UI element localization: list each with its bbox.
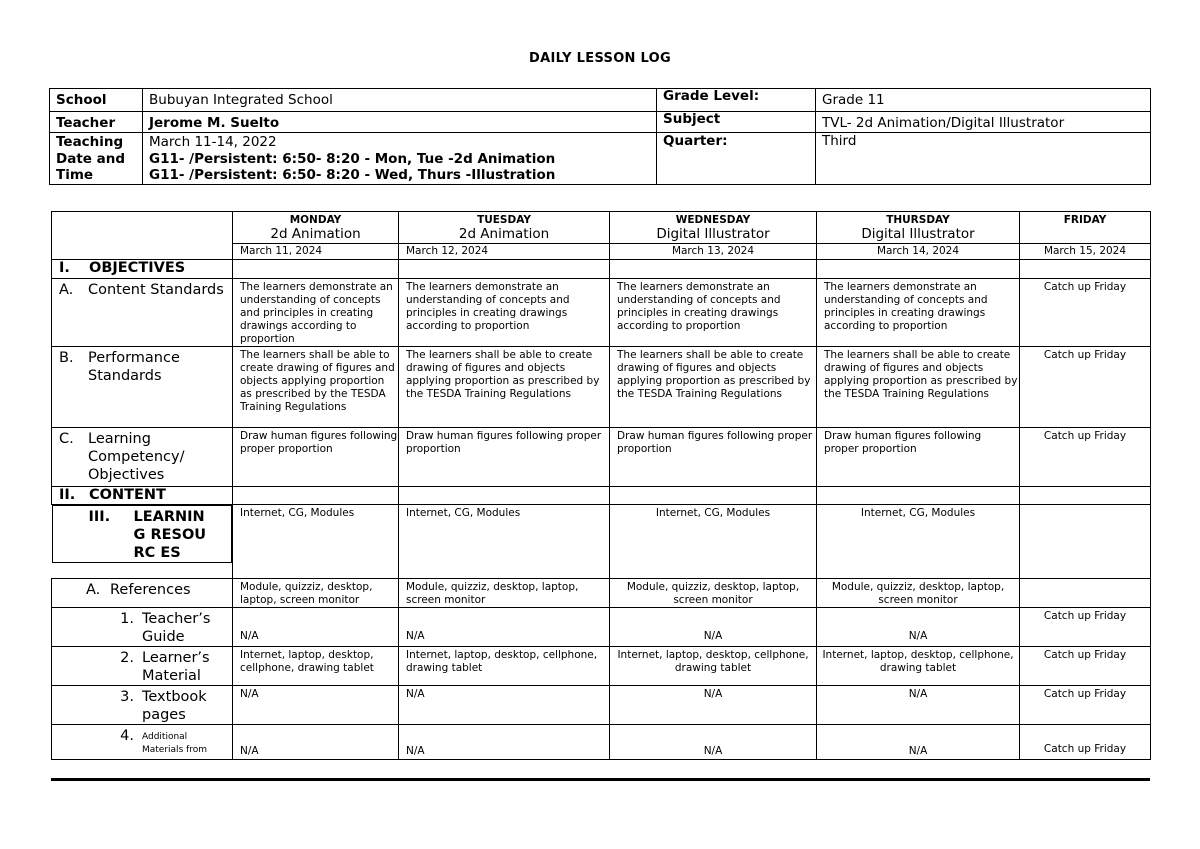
day-header-wednesday [610, 212, 817, 260]
learners-material-row [52, 647, 1151, 686]
item-number: A. [86, 582, 101, 598]
page-title: DAILY LESSON LOG [529, 51, 671, 66]
day-date: March 15, 2024 [1020, 243, 1150, 258]
school-label: School [50, 89, 143, 112]
teaching-dates: March 11-14, 2022 [149, 134, 277, 150]
teaching-label-line-3: Time [56, 167, 94, 183]
learning-resources-heading [52, 505, 233, 563]
day-subject: 2d Animation [270, 226, 361, 242]
empty-cell [817, 487, 1020, 505]
friday-cell: Catch up Friday [1020, 725, 1151, 760]
friday-cell: Catch up Friday [1020, 686, 1151, 725]
tuesday-cell: Module, quizziz, desktop, laptop, screen monitor [399, 579, 610, 608]
item-number: A. [59, 282, 74, 298]
monday-cell: The learners shall be able to create drawing of figures and objects applying proportion as prescribed by the TESDA Training Regulations [233, 347, 399, 428]
lesson-log-table [51, 211, 1151, 760]
item-number: C. [59, 431, 74, 447]
empty-cell [610, 260, 817, 279]
tuesday-cell: Internet, laptop, desktop, cellphone, drawing tablet [399, 647, 610, 686]
item-label: Learner’s Material [142, 650, 210, 684]
wednesday-cell: Module, quizziz, desktop, laptop, screen monitor [610, 579, 817, 608]
item-label: Performance Standards [88, 350, 180, 384]
item-number: 3. [120, 689, 134, 705]
learners-material-label [52, 647, 233, 686]
item-label: References [110, 582, 191, 598]
thursday-cell: Draw human figures following proper proportion [817, 428, 1020, 487]
teachers-guide-label [52, 608, 233, 647]
item-label: Content Standards [88, 282, 224, 298]
day-date: March 12, 2024 [399, 243, 609, 258]
friday-cell: Catch up Friday [1020, 647, 1151, 686]
content-section-row [52, 487, 1151, 505]
day-header-thursday [817, 212, 1020, 260]
content-heading [52, 487, 233, 505]
friday-cell: Catch up Friday [1020, 347, 1151, 428]
empty-cell [399, 260, 610, 279]
quarter-value: Third [816, 133, 1151, 185]
header-info-table [49, 88, 1151, 185]
section-label: LEARNIN G RESOURC ES [133, 509, 207, 561]
section-number: III. [88, 509, 111, 525]
references-label [52, 579, 233, 608]
textbook-pages-label [52, 686, 233, 725]
page-bottom-rule [51, 778, 1150, 781]
item-number: 2. [120, 650, 134, 666]
day-subject [1020, 227, 1150, 242]
day-name: THURSDAY [886, 214, 950, 226]
performance-standards-label [52, 347, 233, 428]
objectives-section-row [52, 260, 1151, 279]
tuesday-cell: N/A [399, 725, 610, 760]
grade-level-label: Grade Level: [657, 89, 816, 112]
monday-cell: Draw human figures following proper proportion [233, 428, 399, 487]
wednesday-cell: Draw human figures following proper proportion [610, 428, 817, 487]
day-subject: Digital Illustrator [861, 226, 975, 242]
friday-cell: Catch up Friday [1020, 428, 1151, 487]
section-number: II. [59, 487, 76, 503]
references-row [52, 579, 1151, 608]
objectives-heading [52, 260, 233, 279]
day-date: March 14, 2024 [817, 243, 1019, 258]
thursday-cell: Internet, laptop, desktop, cellphone, drawing tablet [817, 647, 1020, 686]
teaching-label-line-2: Date and [56, 150, 126, 167]
wednesday-cell: Internet, laptop, desktop, cellphone, drawing tablet [610, 647, 817, 686]
day-name: TUESDAY [477, 214, 531, 226]
monday-cell: Module, quizziz, desktop, laptop, screen monitor [233, 579, 399, 608]
teaching-date-time-label [50, 133, 143, 185]
wednesday-cell: The learners demonstrate an understanding of concepts and principles in creating drawings according to proportion [610, 279, 817, 347]
tuesday-cell: Draw human figures following proper proportion [399, 428, 610, 487]
item-label: Additional Materials from [142, 732, 208, 755]
teacher-value: Jerome M. Suelto [143, 112, 657, 133]
teacher-label: Teacher [50, 112, 143, 133]
wednesday-cell: Internet, CG, Modules [610, 505, 817, 579]
empty-cell [233, 260, 399, 279]
subject-value: TVL- 2d Animation/Digital Illustrator [816, 112, 1151, 133]
grade-level-value: Grade 11 [816, 89, 1151, 112]
day-name: FRIDAY [1063, 214, 1107, 226]
tuesday-cell: The learners shall be able to create drawing of figures and objects applying proportion as prescribed by the TESDA Training Regulations [399, 347, 610, 428]
section-number: I. [59, 260, 70, 276]
thursday-cell: Internet, CG, Modules [817, 505, 1020, 579]
thursday-cell: Module, quizziz, desktop, laptop, screen monitor [817, 579, 1020, 608]
friday-cell [1020, 579, 1151, 608]
content-standards-label [52, 279, 233, 347]
school-value: Bubuyan Integrated School [143, 89, 657, 112]
friday-cell: Catch up Friday [1020, 279, 1151, 347]
monday-cell: Internet, laptop, desktop, cellphone, drawing tablet [233, 647, 399, 686]
day-header-tuesday [399, 212, 610, 260]
schedule-line-2: G11- /Persistent: 6:50- 8:20 - Wed, Thurs -Illustration [149, 167, 556, 183]
corner-cell [52, 212, 233, 260]
day-date: March 13, 2024 [610, 243, 816, 258]
thursday-cell: N/A [817, 608, 1020, 647]
content-standards-row [52, 279, 1151, 347]
friday-cell: Catch up Friday [1020, 608, 1151, 647]
subject-label: Subject [657, 112, 816, 133]
tuesday-cell: N/A [399, 608, 610, 647]
quarter-label: Quarter: [657, 133, 816, 185]
teachers-guide-row [52, 608, 1151, 647]
monday-cell: N/A [233, 725, 399, 760]
learning-resources-row [52, 505, 1151, 579]
empty-cell [399, 487, 610, 505]
thursday-cell: N/A [817, 686, 1020, 725]
item-number: B. [59, 350, 74, 366]
empty-cell [817, 260, 1020, 279]
monday-cell: The learners demonstrate an understanding of concepts and principles in creating drawings according to proportion [233, 279, 399, 347]
tuesday-cell: The learners demonstrate an understanding of concepts and principles in creating drawings according to proportion [399, 279, 610, 347]
teaching-date-time-value [143, 133, 657, 185]
tuesday-cell: Internet, CG, Modules [399, 505, 610, 579]
monday-cell: N/A [233, 608, 399, 647]
section-label: CONTENT [89, 487, 166, 503]
day-subject: Digital Illustrator [656, 226, 770, 242]
thursday-cell: The learners shall be able to create drawing of figures and objects applying proportion as prescribed by the TESDA Training Regulations [817, 347, 1020, 428]
monday-cell: Internet, CG, Modules [233, 505, 399, 579]
wednesday-cell: N/A [610, 686, 817, 725]
item-number: 1. [120, 611, 134, 627]
learning-competency-label [52, 428, 233, 487]
item-number: 4. [120, 728, 134, 744]
textbook-pages-row [52, 686, 1151, 725]
day-date: March 11, 2024 [233, 243, 398, 258]
day-header-friday [1020, 212, 1151, 260]
schedule-line-1: G11- /Persistent: 6:50- 8:20 - Mon, Tue -2d Animation [149, 150, 556, 167]
friday-cell [1020, 505, 1151, 579]
day-name: MONDAY [289, 214, 342, 226]
item-label: Teacher’s Guide [142, 611, 211, 645]
learning-competency-row [52, 428, 1151, 487]
empty-cell [233, 487, 399, 505]
thursday-cell: N/A [817, 725, 1020, 760]
additional-materials-row [52, 725, 1151, 760]
day-name: WEDNESDAY [675, 214, 751, 226]
tuesday-cell: N/A [399, 686, 610, 725]
additional-materials-label [52, 725, 233, 760]
empty-cell [1020, 260, 1151, 279]
wednesday-cell: N/A [610, 725, 817, 760]
wednesday-cell: N/A [610, 608, 817, 647]
performance-standards-row [52, 347, 1151, 428]
empty-cell [610, 487, 817, 505]
day-subject: 2d Animation [458, 226, 550, 242]
day-header-monday [233, 212, 399, 260]
day-header-row [52, 212, 1151, 260]
item-label: Textbook pages [142, 689, 207, 723]
thursday-cell: The learners demonstrate an understanding of concepts and principles in creating drawings according to proportion [817, 279, 1020, 347]
empty-cell [1020, 487, 1151, 505]
section-label: OBJECTIVES [89, 260, 186, 276]
item-label: Learning Competency/ Objectives [88, 431, 185, 483]
teaching-label-line-1: Teaching [56, 134, 124, 150]
wednesday-cell: The learners shall be able to create drawing of figures and objects applying proportion as prescribed by the TESDA Training Regulations [610, 347, 817, 428]
monday-cell: N/A [233, 686, 399, 725]
